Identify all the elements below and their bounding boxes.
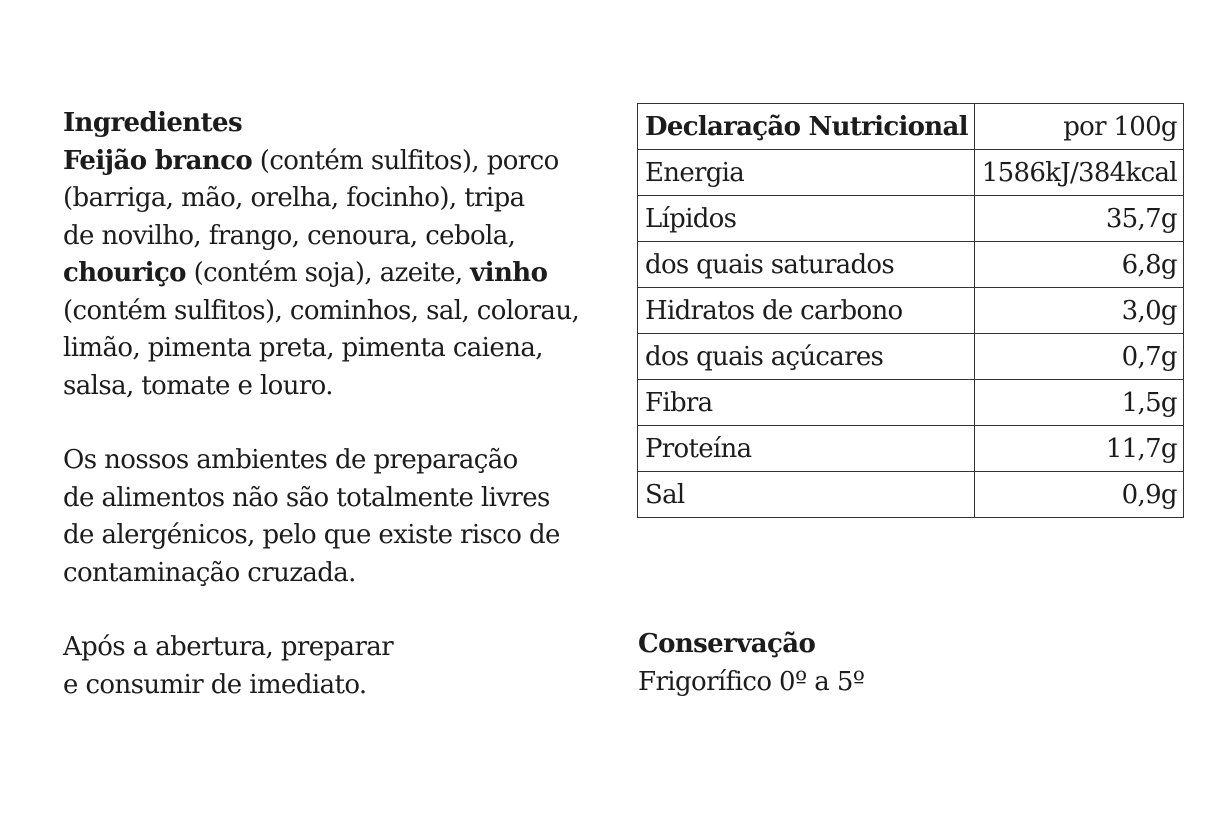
conservation-section [638, 626, 864, 701]
nutrient-label: Proteína [638, 426, 975, 472]
ingredients-line-6: limão, pimenta preta, pimenta caiena, [63, 333, 543, 363]
nutrient-value: 1,5g [974, 380, 1183, 426]
nutrient-value: 11,7g [974, 426, 1183, 472]
opening-note-line-2: e consumir de imediato. [63, 669, 367, 700]
table-row [638, 426, 1184, 472]
ingredient-bold-chourico: chouriço [63, 258, 186, 288]
ingredients-line-4 [63, 255, 603, 293]
ingredients-section [63, 105, 603, 704]
nutrient-value: 6,8g [974, 242, 1183, 288]
ingredients-heading: Ingredientes [63, 108, 242, 138]
nutrient-value: 0,9g [974, 472, 1183, 518]
nutrient-label: Sal [638, 472, 975, 518]
table-row [638, 288, 1184, 334]
ingredients-line-3: de novilho, frango, cenoura, cebola, [63, 220, 516, 251]
nutrition-header-row [638, 104, 1184, 150]
ingredient-bold-feijao: Feijão branco [63, 145, 253, 176]
nutrition-table [637, 103, 1184, 518]
nutrient-value: 1586kJ/384kcal [974, 150, 1183, 196]
ingredient-bold-vinho: vinho [470, 258, 548, 288]
ingredients-line-5: (contém sulfitos), cominhos, sal, colorau, [63, 295, 580, 326]
conservation-heading: Conservação [638, 629, 816, 659]
table-row [638, 334, 1184, 380]
nutrient-label: dos quais açúcares [638, 334, 975, 380]
ingredients-line-1 [63, 143, 603, 181]
allergen-line-4: contaminação cruzada. [63, 557, 356, 588]
allergen-line-2: de alimentos não são totalmente livres [63, 482, 550, 513]
paragraph-spacer [63, 405, 603, 442]
opening-note-line-1: Após a abertura, preparar [63, 632, 394, 662]
table-row [638, 242, 1184, 288]
nutrition-header-value: por 100g [974, 104, 1183, 150]
ingredients-line-1-rest: (contém sulfitos), porco [252, 145, 559, 176]
ingredients-line-7: salsa, tomate e louro. [63, 370, 333, 401]
allergen-line-3: de alergénicos, pelo que existe risco de [63, 520, 560, 550]
nutrient-label: Hidratos de carbono [638, 288, 975, 334]
ingredients-line-2: (barriga, mão, orelha, focinho), tripa [63, 183, 525, 213]
table-row [638, 196, 1184, 242]
nutrient-label: Energia [638, 150, 975, 196]
conservation-text: Frigorífico 0º a 5º [638, 666, 865, 697]
nutrient-label: dos quais saturados [638, 242, 975, 288]
table-row [638, 150, 1184, 196]
paragraph-spacer [63, 592, 603, 629]
nutrient-value: 35,7g [974, 196, 1183, 242]
nutrient-value: 3,0g [974, 288, 1183, 334]
nutrient-label: Fibra [638, 380, 975, 426]
ingredients-line-4-mid: (contém soja), azeite, [185, 258, 471, 288]
nutrient-label: Lípidos [638, 196, 975, 242]
allergen-line-1: Os nossos ambientes de preparação [63, 445, 518, 475]
nutrient-value: 0,7g [974, 334, 1183, 380]
table-row [638, 472, 1184, 518]
table-row [638, 380, 1184, 426]
nutrition-header-label: Declaração Nutricional [638, 104, 975, 150]
